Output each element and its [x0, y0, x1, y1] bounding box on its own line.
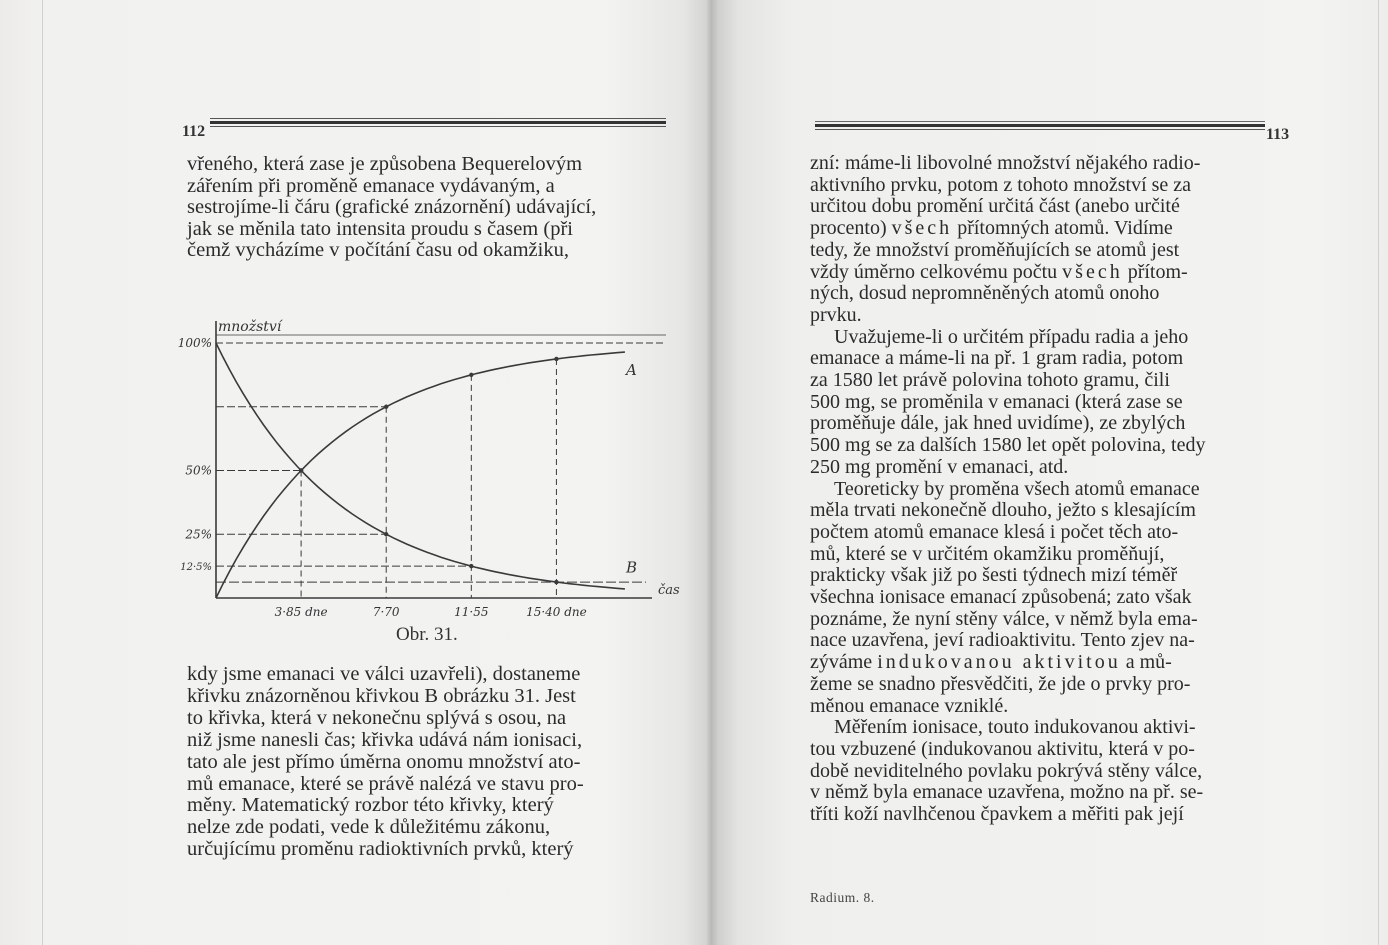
data-point-a — [384, 405, 388, 409]
header-rule-right — [815, 121, 1265, 130]
chart-svg — [168, 298, 698, 628]
text-line: vřeného, která zase je způsobena Bequerelovým — [187, 153, 583, 175]
text-line: tříti koží navlhčenou čpavkem a měřiti pak její — [810, 803, 1184, 826]
text-line: za 1580 let právě polovina tohoto gramu, čili — [810, 369, 1170, 392]
data-point-a — [469, 373, 473, 377]
text-line: proměňuje dále, jak hned uvidíme), ze zbylých — [810, 412, 1186, 435]
x-tick-label: 7·70 — [372, 605, 400, 619]
data-point-a — [554, 357, 558, 361]
figure-caption: Obr. 31. — [396, 624, 458, 645]
series-b-label: B — [626, 558, 638, 577]
text-line: emanace a máme-li na př. 1 gram radia, potom — [810, 347, 1184, 370]
x-axis-label: čas — [658, 583, 680, 598]
text-line: tato ale jest přímo úměrna onomu množství ato- — [187, 750, 581, 773]
text-line: vždy úměrno celkovému počtu všech přítom- — [810, 260, 1188, 283]
text-line: prakticky však již po šesti týdnech mizí téměř — [810, 564, 1178, 587]
text-line: zářením při proměně emanace vydávaným, a — [187, 174, 555, 197]
text-line: jak se měnila tato intensita proudu s časem (při — [187, 217, 573, 240]
text-line: křivku znázorněnou křivkou B obrázku 31. Jest — [187, 684, 576, 707]
text-line: zýváme indukovanou aktivitou a mů- — [810, 651, 1172, 674]
text-line: 500 mg se za dalších 1580 let opět polovina, tedy — [810, 434, 1206, 457]
series-a-label: A — [626, 360, 637, 379]
text-line: Teoreticky by proměna všech atomů emanace — [834, 477, 1200, 500]
text-line: 500 mg, se proměnila v emanaci (která zase se — [810, 390, 1183, 413]
y-axis-label: množství — [218, 319, 282, 335]
text-line: zní: máme-li libovolné množství nějakého radio- — [810, 152, 1201, 174]
text-line: určitou dobu promění určitá část (anebo určité — [810, 195, 1180, 218]
header-rule-left — [210, 118, 666, 127]
x-tick-label: 11·55 — [454, 605, 489, 619]
text-line: ných, dosud nepromněněných atomů onoho — [810, 282, 1160, 305]
text-line: tou vzbuzené (indukovanou aktivitu, která v po- — [810, 737, 1195, 760]
x-tick-label: 3·85 dne — [274, 605, 328, 619]
book-spine — [705, 0, 719, 945]
data-point-b — [384, 532, 388, 536]
series-a-line — [216, 352, 625, 598]
text-line: měla trvati nekonečně dlouho, ježto s klesajícím — [810, 499, 1196, 522]
series-b-line — [216, 343, 625, 589]
text-line: tedy, že množství proměňujících se atomů jest — [810, 238, 1180, 261]
data-point-b — [469, 564, 473, 568]
text-line: to křivka, která v nekonečnu splývá s osou, na — [187, 706, 567, 729]
left-text-top — [187, 154, 671, 262]
text-line: nace uzavřena, jeví radioaktivitu. Tento zjev na- — [810, 629, 1195, 652]
text-line: kdy jsme emanaci ve válci uzavřeli), dostaneme — [187, 663, 581, 685]
text-line: čemž vycházíme v počítání času od okamžiku, — [187, 239, 569, 262]
text-line: nelze zde podati, vede k důležitému zákonu, — [187, 816, 551, 839]
text-line: niž jsme nanesli čas; křivka udává nám ionisaci, — [187, 728, 583, 751]
text-line: aktivního prvku, potom z tohoto množství se za — [810, 173, 1192, 196]
page-edge — [42, 0, 43, 945]
page-number-left: 112 — [182, 123, 206, 140]
text-line: procento) všech přítomných atomů. Vidíme — [810, 217, 1173, 240]
y-tick-label: 50% — [185, 463, 212, 478]
text-line: určujícímu proměnu radioktivních prvků, který — [187, 838, 574, 861]
text-line: době neviditelného povlaku pokrývá stěny válce, — [810, 759, 1203, 782]
y-tick-label: 25% — [185, 527, 212, 542]
text-line: 250 mg promění v emanaci, atd. — [810, 455, 1069, 478]
text-line: Měřením ionisace, touto indukovanou aktivi- — [834, 716, 1196, 739]
text-line: sestrojíme-li čáru (grafické znázornění) udávající, — [187, 196, 597, 219]
y-tick-label: 100% — [177, 336, 212, 350]
x-tick-label: 15·40 dne — [526, 605, 587, 619]
y-tick-label: 12·5% — [180, 562, 212, 574]
text-line: počtem atomů emanace klesá i počet těch ato- — [810, 520, 1179, 543]
text-line: mů emanace, které se právě nalézá ve stavu pro- — [187, 772, 584, 795]
data-point-b — [299, 468, 303, 472]
text-line: měnou emanace vzniklé. — [810, 694, 1009, 717]
text-line: měny. Matematický rozbor této křivky, který — [187, 794, 554, 817]
left-text-bottom — [187, 664, 671, 861]
text-line: všechna ionisace emanací způsobená; zato však — [810, 586, 1192, 609]
page-edge — [1378, 0, 1379, 945]
text-line: žeme se snadno přesvědčiti, že jde o prvky pro- — [810, 672, 1191, 695]
text-line: prvku. — [810, 303, 862, 326]
data-point-b — [554, 580, 558, 584]
right-text — [810, 153, 1290, 826]
figure-decay-chart — [168, 298, 698, 648]
text-line: mů, které se v určitém okamžiku proměňují, — [810, 542, 1165, 565]
page-number-right: 113 — [1266, 126, 1290, 143]
footer-signature: Radium. 8. — [810, 890, 875, 905]
text-line: v němž byla emanace uzavřena, možno na př. se- — [810, 781, 1204, 804]
text-line: poznáme, že nyní stěny válce, v němž byla ema- — [810, 607, 1198, 630]
text-line: Uvažujeme-li o určitém případu radia a jeho — [834, 325, 1189, 348]
